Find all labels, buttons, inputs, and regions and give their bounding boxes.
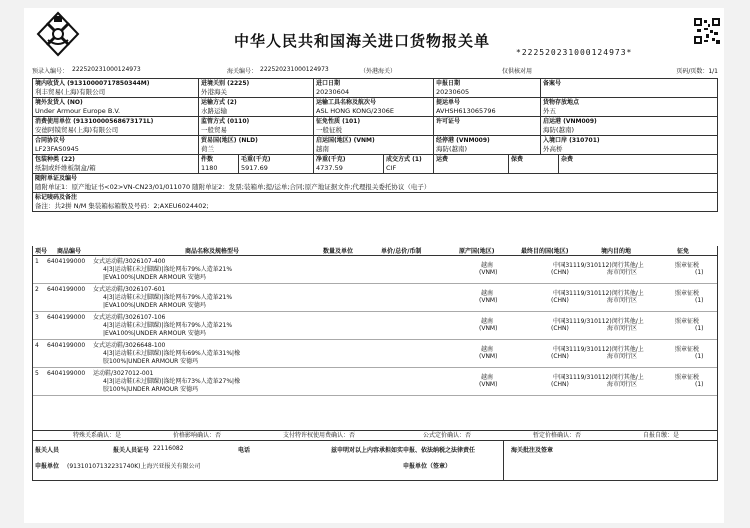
provisional-price: 暂定价格确认：否: [533, 432, 582, 439]
insurance-value: [511, 164, 556, 172]
table-row: [33, 256, 717, 284]
storage-place-value: 外五: [543, 107, 556, 115]
package-type-value: 纸制或纤维板制盒/箱: [35, 164, 96, 172]
grid-row-5: [33, 155, 718, 174]
declarant-cert-number: 22116082: [153, 445, 184, 452]
customs-number: 222520231000124973: [260, 66, 329, 73]
bill-no-value: AVHSH613065796: [436, 107, 496, 115]
entry-gate-value: 外高桥: [543, 145, 563, 153]
documents-value: 随附单证1：原产地证书<02>VN-CN23/01/011070 随附单证2：发票;装箱单;提/运单;合同;原产地证据文件;代理报关委托协议（电子）: [35, 183, 431, 191]
district: (31119/310112)闵行其他/上: [563, 318, 644, 325]
trade-terms-value: CIF: [386, 164, 397, 172]
customs-number-label: 海关编号：: [227, 68, 258, 75]
duty-mode: 照章征税: [675, 346, 700, 353]
marks-value: 备注：共2拼 N/M 集装箱标箱数及号码：2;AXEU6024402;: [35, 202, 209, 210]
district-line2: 海市闵行区: [607, 353, 638, 360]
declarant-divider: [503, 441, 504, 480]
license-value: [436, 126, 538, 134]
consignor-value: Under Armour Europe B.V.: [35, 107, 121, 115]
table-row: [33, 368, 717, 396]
duty-mode: 照章征税: [675, 262, 700, 269]
duty-code: (1): [695, 325, 704, 332]
trade-terms-label: 成交方式 (1): [386, 156, 422, 163]
declaration-grid: [32, 78, 718, 212]
consignee-value: 利丰贸易(上海)有限公司: [35, 88, 106, 96]
goods-spec: 4|3|运动鞋(未过脚踝)|涤纶网布79%人造革21%: [103, 266, 233, 273]
vessel-label: 运输工具名称及航次号: [316, 99, 377, 106]
declare-unit-value: (91310107132231740K)上海兴亚报关有限公司: [67, 463, 201, 470]
origin-code: (VNM): [479, 381, 498, 388]
grid-row-docs: [33, 174, 718, 193]
grid-row-1: [33, 79, 718, 98]
dest-code: (CHN): [551, 297, 569, 304]
bottom-section: [32, 431, 718, 481]
dest-code: (CHN): [551, 325, 569, 332]
table-row: [33, 284, 717, 312]
grid-row-marks: [33, 193, 718, 212]
goods-spec: 4|3|运动鞋(未过脚踝)|涤纶网布79%人造革21%: [103, 322, 233, 329]
origin-country: 越南: [481, 290, 494, 297]
hs-code: 6404199000: [47, 258, 86, 265]
district: (31119/310112)闵行其他/上: [563, 262, 644, 269]
contract-label: 合同协议号: [35, 137, 66, 144]
phone-label: 电话: [238, 447, 251, 454]
insurance-label: 保费: [511, 156, 524, 163]
hs-code: 6404199000: [47, 286, 86, 293]
district-line2: 海市闵行区: [607, 297, 638, 304]
customs-remarks-label: 海关批注及签章: [511, 447, 554, 454]
bill-no-label: 提运单号: [436, 99, 461, 106]
formula-pricing: 公式定价确认：否: [423, 432, 472, 439]
user-unit-value: 安德阿镆贸易(上海)有限公司: [35, 126, 119, 134]
origin-code: (VNM): [479, 297, 498, 304]
district: (31119/310112)闵行其他/上: [563, 290, 644, 297]
supervision-value: 一般贸易: [201, 126, 227, 134]
duty-mode: 照章征税: [675, 374, 700, 381]
col-destination: 最终目的国(地区): [521, 248, 569, 255]
royalty-confirm: 支付特许权使用费确认：否: [283, 432, 356, 439]
pieces-value: 1180: [201, 164, 218, 172]
marks-label: 标记唛码及备注: [35, 194, 78, 201]
departure-port-label: 启运港 (VNM009): [543, 118, 597, 125]
col-name-spec: 商品名称及规格型号: [184, 248, 239, 255]
items-header: [33, 246, 717, 256]
col-origin: 原产国(地区): [459, 248, 495, 255]
departure-port-value: 海防(越南): [543, 126, 575, 134]
dest-country: 中国: [553, 374, 566, 381]
customs-emblem-icon: [34, 10, 82, 58]
grid-row-4: [33, 136, 718, 155]
origin-country: 越南: [481, 262, 494, 269]
col-price: 单价/总价/币制: [381, 248, 422, 255]
declarant-cert-label: 报关人员证号: [113, 447, 150, 454]
origin-country-label: 启运国(地区) (VNM): [316, 137, 375, 144]
declarant-block: [33, 441, 717, 481]
item-no: 5: [35, 370, 39, 377]
license-label: 许可证号: [436, 118, 461, 125]
levy-nature-label: 征免性质 (101): [316, 118, 361, 125]
goods-spec: 4|3|运动鞋(未过脚踝)|涤纶网布69%人造革31%|橡: [103, 350, 241, 357]
page-count: 页码/页数：1/1: [676, 68, 718, 75]
package-type-label: 包装种类 (22): [35, 156, 75, 163]
user-unit-label: 消费使用单位 (91310000568673171L): [35, 118, 154, 125]
dest-country: 中国: [553, 290, 566, 297]
item-no: 3: [35, 314, 39, 321]
origin-code: (VNM): [479, 325, 498, 332]
record-no-value: [543, 88, 715, 96]
hs-code: 6404199000: [47, 314, 86, 321]
hs-code: 6404199000: [47, 370, 86, 377]
dest-country: 中国: [553, 318, 566, 325]
items-body: [33, 256, 717, 396]
price-influence: 价格影响确认：否: [173, 432, 222, 439]
goods-brand: 胶100%|UNDER ARMOUR 安德玛: [103, 386, 199, 393]
gross-weight-label: 毛重(千克): [241, 156, 271, 163]
prerecord-number: 222520231000124973: [72, 66, 141, 73]
goods-brand: 胶100%|UNDER ARMOUR 安德玛: [103, 358, 199, 365]
duty-mode: 照章征税: [675, 290, 700, 297]
origin-country: 越南: [481, 346, 494, 353]
trade-country-label: 贸易国(地区) (NLD): [201, 137, 258, 144]
net-weight-value: 4737.59: [316, 164, 343, 172]
col-qty-unit: 数量及单位: [323, 248, 354, 255]
declare-unit-seal-label: 申报单位（签章）: [403, 463, 452, 470]
gross-weight-value: 5917.69: [241, 164, 268, 172]
pieces-label: 件数: [201, 156, 214, 163]
freight-label: 运费: [436, 156, 449, 163]
documents-label: 随附单证及编号: [35, 175, 78, 182]
misc-fee-label: 杂费: [561, 156, 574, 163]
misc-fee-value: [561, 164, 715, 172]
goods-name: 运动鞋/3027012-001: [93, 370, 154, 377]
vessel-value: ASL HONG KONG/2306E: [316, 107, 394, 115]
transit-port-value: 海防(越南): [436, 145, 468, 153]
duty-code: (1): [695, 353, 704, 360]
duty-mode: 照章征税: [675, 318, 700, 325]
district-line2: 海市闵行区: [607, 325, 638, 332]
origin-code: (VNM): [479, 269, 498, 276]
district: (31119/310112)闵行其他/上: [563, 374, 644, 381]
goods-brand: |EVA100%|UNDER ARMOUR 安德玛: [103, 302, 206, 309]
goods-brand: |EVA100%|UNDER ARMOUR 安德玛: [103, 274, 206, 281]
origin-country: 越南: [481, 318, 494, 325]
goods-name: 女式运动鞋/3026107-400: [93, 258, 166, 265]
grid-row-2: [33, 98, 718, 117]
prerecord-label: 预录入编号：: [32, 68, 69, 75]
duty-code: (1): [695, 381, 704, 388]
duty-code: (1): [695, 269, 704, 276]
district: (31119/310112)闵行其他/上: [563, 346, 644, 353]
col-district: 境内目的地: [601, 248, 632, 255]
hs-code: 6404199000: [47, 342, 86, 349]
goods-name: 女式运动鞋/3026648-100: [93, 342, 166, 349]
trade-country-value: 荷兰: [201, 145, 214, 153]
watermark-note: 仅供核对用: [502, 68, 533, 75]
transport-mode-value: 水路运输: [201, 107, 227, 115]
dest-code: (CHN): [551, 269, 569, 276]
dest-country: 中国: [553, 262, 566, 269]
entry-port-label: 进境关别 (2225): [201, 80, 250, 87]
col-hs-code: 商品编号: [57, 248, 82, 255]
page-title: 中华人民共和国海关进口货物报关单: [234, 32, 491, 50]
declare-date-value: 20230605: [436, 88, 470, 96]
entry-port-value: 外港海关: [201, 88, 227, 96]
declarant-person-label: 报关人员: [35, 447, 60, 454]
import-date-label: 进口日期: [316, 80, 341, 87]
origin-country-value: 越南: [316, 145, 329, 153]
grid-row-3: [33, 117, 718, 136]
table-row: [33, 312, 717, 340]
net-weight-label: 净重(千克): [316, 156, 346, 163]
barcode-text: *222520231000124973*: [516, 48, 633, 57]
supervision-label: 监管方式 (0110): [201, 118, 250, 125]
items-table: [32, 246, 718, 431]
header-info-row: [32, 66, 720, 76]
entry-gate-label: 入境口岸 (310701): [543, 137, 600, 144]
duty-code: (1): [695, 297, 704, 304]
declaration-form: [24, 8, 724, 523]
goods-brand: |EVA100%|UNDER ARMOUR 安德玛: [103, 330, 206, 337]
record-no-label: 备案号: [543, 80, 562, 87]
declare-unit-label: 申报单位: [35, 463, 60, 470]
goods-name: 女式运动鞋/3026107-106: [93, 314, 166, 321]
transit-port-label: 经停港 (VNM009): [436, 137, 490, 144]
consignor-label: 境外发货人 (NO): [35, 99, 83, 106]
levy-nature-value: 一般征税: [316, 126, 342, 134]
item-no: 4: [35, 342, 39, 349]
table-row: [33, 340, 717, 368]
special-relation: 特殊关系确认：是: [73, 432, 122, 439]
import-date-value: 20230604: [316, 88, 350, 96]
qr-code-icon: [694, 18, 720, 44]
dest-code: (CHN): [551, 353, 569, 360]
storage-place-label: 货物存放地点: [543, 99, 580, 106]
legal-statement: 兹申明对以上内容承担如实申报、依法纳税之法律责任: [331, 447, 476, 454]
contract-value: LF23FAS0945: [35, 145, 79, 153]
customs-office: （外港海关）: [360, 68, 397, 75]
district-line2: 海市闵行区: [607, 269, 638, 276]
declare-date-label: 申报日期: [436, 80, 461, 87]
consignee-label: 境内收货人 (91310000717850344M): [35, 80, 150, 87]
confirmation-row: [33, 431, 717, 441]
district-line2: 海市闵行区: [607, 381, 638, 388]
origin-code: (VNM): [479, 353, 498, 360]
transport-mode-label: 运输方式 (2): [201, 99, 237, 106]
freight-value: [436, 164, 506, 172]
self-report: 自报自缴：是: [643, 432, 680, 439]
goods-name: 女式运动鞋/3026107-601: [93, 286, 166, 293]
col-duty: 征免: [677, 248, 690, 255]
item-no: 1: [35, 258, 39, 265]
item-no: 2: [35, 286, 39, 293]
origin-country: 越南: [481, 374, 494, 381]
goods-spec: 4|3|运动鞋(未过脚踝)|涤纶网布79%人造革21%: [103, 294, 233, 301]
dest-country: 中国: [553, 346, 566, 353]
goods-spec: 4|3|运动鞋(未过脚踝)|涤纶网布73%人造革27%|橡: [103, 378, 241, 385]
col-item-no: 项号: [35, 248, 48, 255]
dest-code: (CHN): [551, 381, 569, 388]
